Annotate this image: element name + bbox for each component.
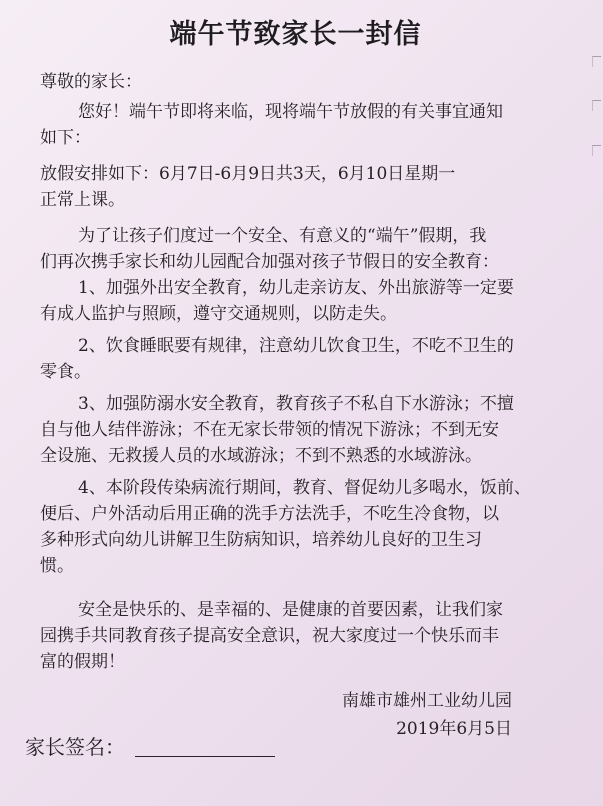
closing-line: 安全是快乐的、是幸福的、是健康的首要因素，让我们家 [78, 600, 503, 620]
item-1-line: 1、加强外出安全教育，幼儿走亲访友、外出旅游等一定要 [78, 278, 514, 298]
item-4-line: 惯。 [40, 556, 74, 576]
intro-line: 如下： [40, 128, 91, 148]
parent-signature-label: 家长签名： [25, 735, 125, 759]
item-4-line: 便后、户外活动后用正确的洗手方法洗手，不吃生冷食物，以 [40, 504, 499, 524]
notice-date: 2019年6月5日 [396, 719, 512, 739]
purpose-line: 们再次携手家长和幼儿园配合加强对孩子节假日的安全教育： [40, 252, 499, 272]
edge-mark [592, 145, 601, 156]
edge-mark [592, 56, 601, 67]
schedule-line: 正常上课。 [40, 190, 125, 210]
item-3-line: 自与他人结伴游泳；不在无家长带领的情况下游泳；不到无安 [40, 420, 499, 440]
item-4-line: 4、本阶段传染病流行期间，教育、督促幼儿多喝水，饭前、 [78, 478, 531, 498]
letter-body [40, 69, 581, 675]
item-4-line: 多种形式向幼儿讲解卫生防病知识，培养幼儿良好的卫生习 [40, 530, 482, 550]
item-1-line: 有成人监护与照顾，遵守交通规则，以防走失。 [40, 304, 397, 324]
schedule-line: 放假安排如下：6月7日-6月9日共3天，6月10日星期一 [40, 164, 456, 184]
intro-line: 您好！端午节即将来临，现将端午节放假的有关事宜通知 [78, 102, 503, 122]
item-3-line: 全设施、无救援人员的水域游泳；不到不熟悉的水域游泳。 [40, 446, 482, 466]
closing-line: 园携手共同教育孩子提高安全意识，祝大家度过一个快乐而丰 [40, 626, 499, 646]
item-2-line: 2、饮食睡眠要有规律，注意幼儿饮食卫生，不吃不卫生的 [78, 336, 514, 356]
item-3-line: 3、加强防溺水安全教育，教育孩子不私自下水游泳；不擅 [78, 394, 514, 414]
purpose-line: 为了让孩子们度过一个安全、有意义的“端午”假期，我 [78, 226, 487, 246]
notice-title: 端午节致家长一封信 [169, 19, 422, 50]
signature-blank-line [135, 736, 275, 757]
salutation: 尊敬的家长： [40, 72, 142, 92]
closing-line: 富的假期！ [40, 652, 125, 672]
sender-name: 南雄市雄州工业幼儿园 [342, 691, 512, 711]
page-edge-marks [577, 0, 603, 160]
item-2-line: 零食。 [40, 362, 91, 382]
edge-mark [592, 100, 601, 111]
parent-signature-area [25, 733, 275, 761]
